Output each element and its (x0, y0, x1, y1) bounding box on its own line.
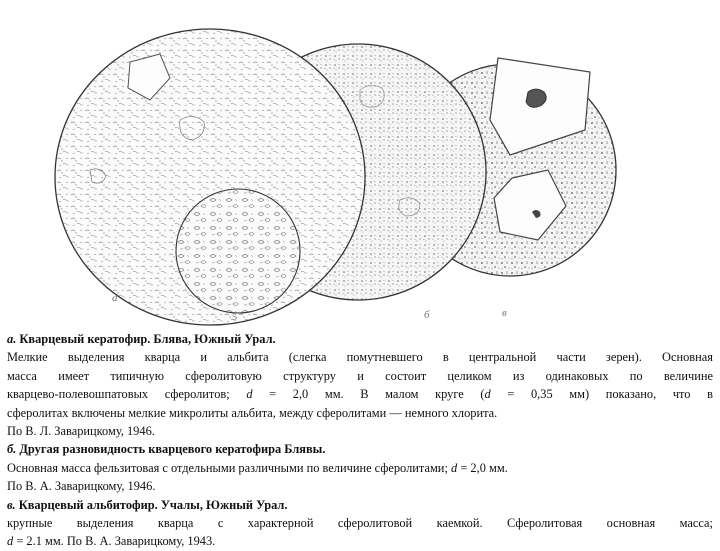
caption-b-reference: По В. А. Заварицкому, 1946. (7, 479, 156, 494)
caption-a-line3 (7, 385, 713, 403)
caption-a-line4: сферолитах включены мелкие микролиты альбита, между сферолитами — немного хлорита. (7, 405, 498, 420)
caption-a-title: Кварцевый кератофир. Блява, Южный Урал. (19, 332, 276, 346)
figure-caption (7, 330, 713, 551)
caption-a-title-line (7, 330, 713, 348)
zoom-circle (176, 189, 300, 313)
caption-a-d-var-2: d (484, 387, 491, 402)
zoom-circle-label: 5 (232, 312, 237, 323)
caption-a-d-var: d (246, 387, 253, 402)
panel-c-label: в (502, 307, 507, 319)
caption-b-title: Другая разновидность кварцевого кератофира Блявы. (19, 442, 326, 457)
caption-c-marker: в. (7, 497, 16, 512)
caption-c-line2 (7, 532, 713, 550)
caption-b-title-line (7, 440, 713, 458)
panel-a-label: а (112, 292, 118, 304)
caption-a-line1: Мелкие выделения кварца и альбита (слегка помутневшего в центральной части зерен). Основная (7, 350, 713, 365)
caption-c-line1: крупные выделения кварца с характерной сферолитовой каемкой. Сферолитовая основная масса; (7, 516, 713, 531)
caption-c-title-line (7, 496, 713, 514)
caption-b-line1-pre: Основная масса фельзитовая с отдельными различными по величине сферолитами; (7, 460, 448, 475)
caption-b-line1-post: = 2,0 мм. (460, 460, 508, 475)
caption-a-line3-post: = 0,35 мм) показано, что в (507, 387, 713, 402)
caption-a-line3-mid: = 2,0 мм. В малом круге ( (269, 387, 485, 402)
caption-a-line2: масса имеет типичную сферолитовую структуру и состоит целиком из одинаковых по величине (7, 368, 713, 383)
caption-b-d-var: d (451, 460, 458, 475)
caption-a-marker: а. (7, 332, 17, 346)
caption-c-d-var: d (7, 534, 14, 549)
caption-a-reference: По В. Л. Заварицкому, 1946. (7, 424, 155, 439)
panel-b-label: б (424, 309, 430, 321)
caption-c-line2-text: = 2.1 мм. По В. А. Заварицкому, 1943. (16, 534, 216, 549)
caption-a-line3-pre: кварцево-полевошпатовых сферолитов; (7, 387, 230, 402)
caption-c-title: Кварцевый альбитофир. Учалы, Южный Урал. (18, 497, 288, 512)
caption-b-line1 (7, 459, 713, 477)
caption-b-marker: б. (7, 442, 17, 457)
